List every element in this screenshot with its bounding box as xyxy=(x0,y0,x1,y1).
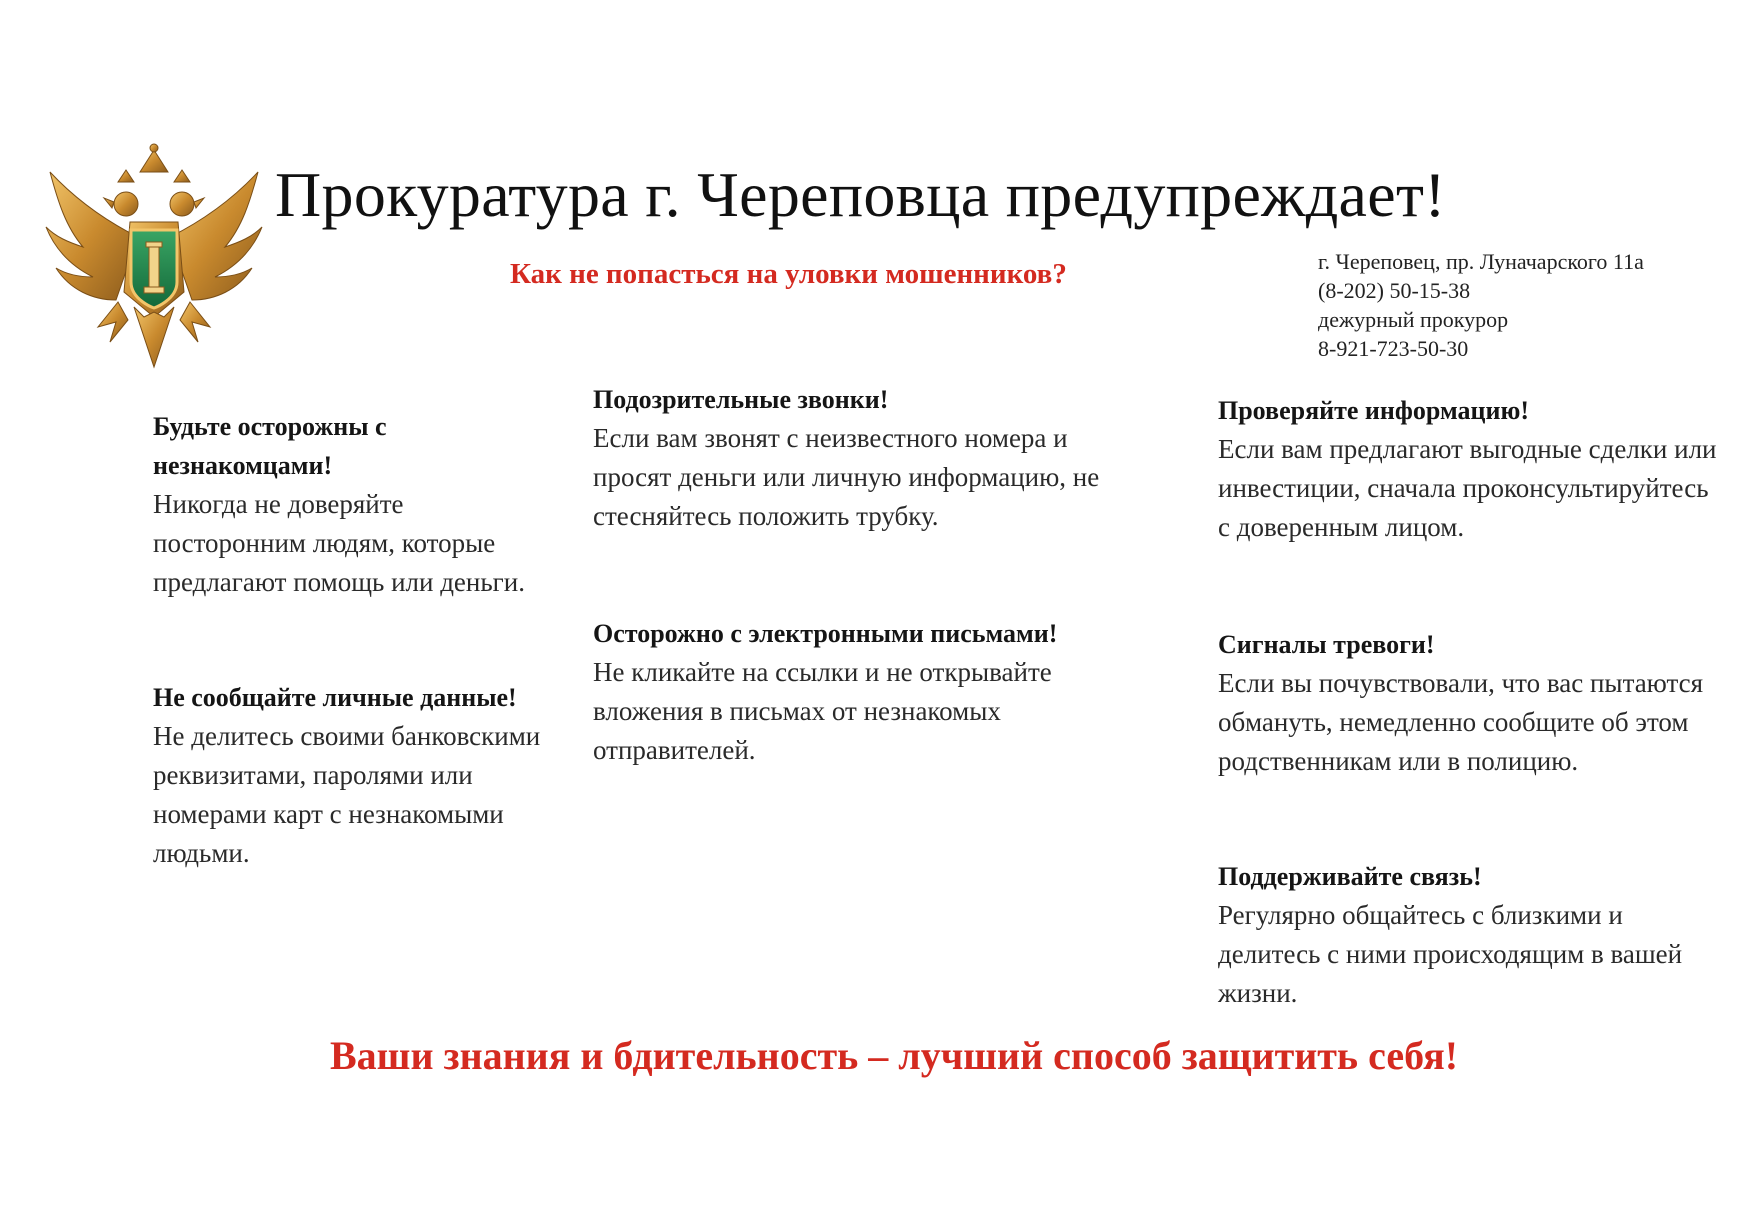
tip-block xyxy=(1218,391,1718,547)
tip-block xyxy=(593,614,1093,770)
page-title: Прокуратура г. Череповца предупреждает! xyxy=(275,159,1446,230)
tip-title: Осторожно с электронными письмами! xyxy=(593,619,1058,648)
contact-phone: (8-202) 50-15-38 xyxy=(1318,278,1471,303)
contact-info xyxy=(1318,247,1644,363)
footer-slogan: Ваши знания и бдительность – лучший способ защитить себя! xyxy=(330,1033,1459,1078)
page-subtitle: Как не попасться на уловки мошенников? xyxy=(510,258,1067,290)
tip-title: Проверяйте информацию! xyxy=(1218,396,1529,425)
contact-duty-phone: 8-921-723-50-30 xyxy=(1318,336,1469,361)
tip-block xyxy=(153,678,563,873)
tip-text: Не кликайте на ссылки и не открывайте вложения в письмах от незнакомых отправителей. xyxy=(593,657,1052,765)
tip-title: Не сообщайте личные данные! xyxy=(153,683,517,712)
tip-text: Не делитесь своими банковскими реквизитами, паролями или номерами карт с незнакомыми людьми. xyxy=(153,721,541,868)
tip-block xyxy=(1218,857,1728,1013)
tip-text: Никогда не доверяйте посторонним людям, которые предлагают помощь или деньги. xyxy=(153,489,525,597)
tip-text: Если вы почувствовали, что вас пытаются обмануть, немедленно сообщите об этом родственникам или в полицию. xyxy=(1218,668,1704,776)
contact-address: г. Череповец, пр. Луначарского 11а xyxy=(1318,249,1644,274)
tip-title: Поддерживайте связь! xyxy=(1218,862,1482,891)
tip-text: Если вам предлагают выгодные сделки или инвестиции, сначала проконсультируйтесь с доверенным лицом. xyxy=(1218,434,1717,542)
tip-title: Будьте осторожны с незнакомцами! xyxy=(153,412,387,480)
tip-block xyxy=(593,380,1113,536)
tip-title: Подозрительные звонки! xyxy=(593,385,889,414)
tip-block xyxy=(1218,625,1718,781)
tip-title: Сигналы тревоги! xyxy=(1218,630,1435,659)
tip-text: Если вам звонят с неизвестного номера и просят деньги или личную информацию, не стесняйтесь положить трубку. xyxy=(593,423,1100,531)
prosecutor-office-emblem-icon xyxy=(38,142,270,377)
tip-block xyxy=(153,407,563,602)
contact-duty-label: дежурный прокурор xyxy=(1318,307,1509,332)
tip-text: Регулярно общайтесь с близкими и делитесь с ними происходящим в вашей жизни. xyxy=(1218,900,1683,1008)
